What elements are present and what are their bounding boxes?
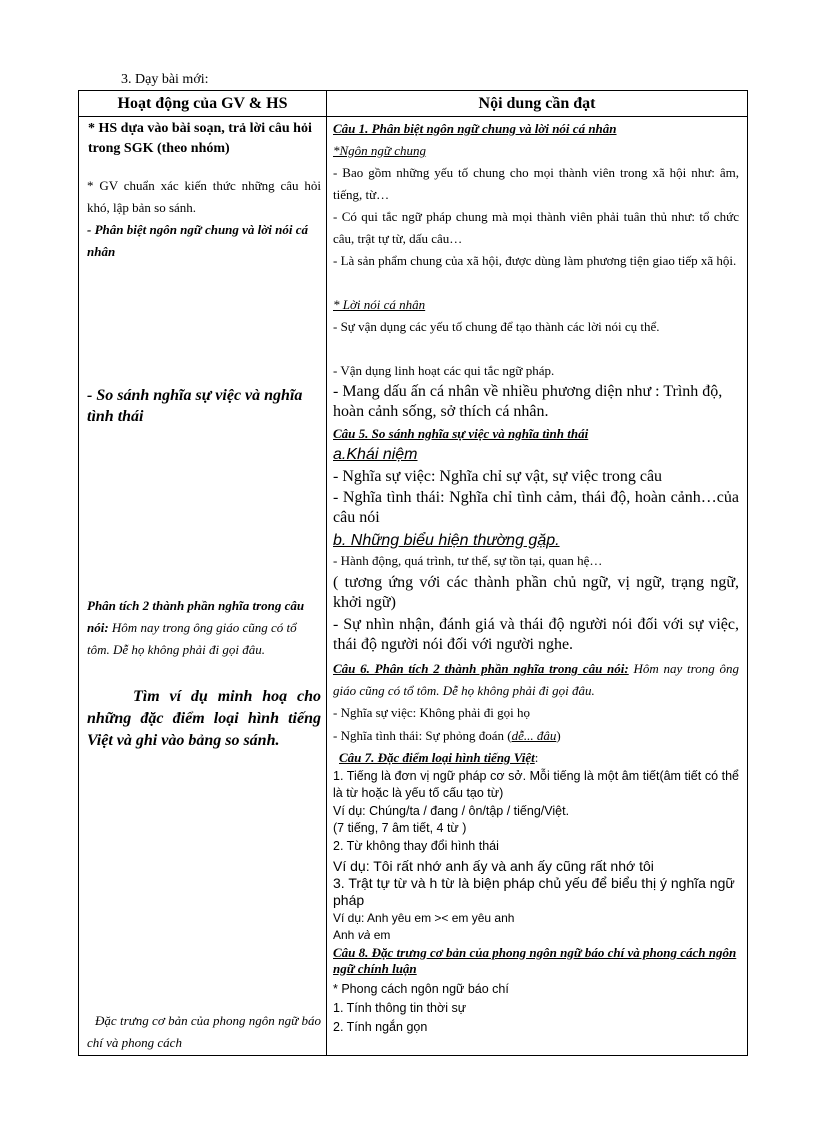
q6-modal-meaning-text: - Nghĩa tình thái: Sự phỏng đoán ( <box>333 728 512 743</box>
press-style-subtitle: * Phong cách ngôn ngữ báo chí <box>333 982 509 996</box>
personal-speech-point-2: - Vận dụng linh hoạt các qui tắc ngữ pháp. <box>333 363 555 378</box>
task-analyze-label: Phân tích 2 thành phần nghĩa trong câu nói: <box>87 598 305 635</box>
vietnamese-feature-2: 2. Từ không thay đổi hình thái <box>333 839 499 853</box>
question-7-colon: : <box>534 750 539 765</box>
task-compare-language-speech: - Phân biệt ngôn ngữ chung và lời nói cá nhân <box>87 222 308 259</box>
section-heading: 3. Dạy bài mới: <box>121 72 209 87</box>
expressions-subtitle: b. Những biểu hiện thường gặp. <box>333 532 560 549</box>
q6-modal-meaning <box>333 725 739 747</box>
example-em: em <box>370 928 391 942</box>
modal-meaning: - Nghĩa tình thái: Nghĩa chỉ tình cảm, thái độ, hoàn cảnh…của câu nói <box>333 489 739 526</box>
question-7-title: Câu 7. Đặc điểm loại hình tiếng Việt <box>339 750 535 765</box>
question-6-block <box>333 658 739 702</box>
task-style-features: Đặc trưng cơ bản của phong ngôn ngữ báo chí và phong cách <box>87 1013 321 1050</box>
table-header-row <box>79 91 748 117</box>
task-find-examples: Tìm ví dụ minh hoạ cho những đặc điểm loại hình tiếng Việt và ghi vào bảng so sánh. <box>87 688 321 749</box>
teacher-instruction: * GV chuẩn xác kiến thức những câu hỏi khó, lập bản so sánh. <box>87 178 321 215</box>
lesson-table <box>78 90 748 1056</box>
vietnamese-feature-3-example: Ví dụ: Anh yêu em >< em yêu anh <box>333 911 515 925</box>
table-body-row <box>79 117 748 1056</box>
common-language-point-3: - Là sản phẩm chung của xã hội, được dùng làm phương tiện giao tiếp xã hội. <box>333 253 737 268</box>
activities-cell <box>79 117 327 1056</box>
question-1-title: Câu 1. Phân biệt ngôn ngữ chung và lời nói cá nhân <box>333 121 617 136</box>
student-instruction: * HS dựa vào bài soạn, trả lời câu hỏi trong SGK (theo nhóm) <box>88 121 312 156</box>
question-6-quote: Hôm nay trong ông giáo cũng có tổ tôm. Dễ họ không phải đi gọi đâu. <box>333 661 739 698</box>
question-8-title: Câu 8. Đặc trưng cơ bản của phong ngôn ngữ báo chí và phong cách ngôn ngữ chính luận <box>333 945 737 976</box>
concept-subtitle: a.Khái niệm <box>333 446 418 463</box>
q6-modal-meaning-close: ) <box>556 728 561 743</box>
personal-speech-point-3: - Mang dấu ấn cá nhân về nhiều phương diện như : Trình độ, hoàn cảnh sống, sở thích cá nhân. <box>333 383 723 420</box>
vietnamese-feature-3: 3. Trật tự từ và h từ là biện pháp chủ yếu để biểu thị ý nghĩa ngữ pháp <box>333 875 735 908</box>
task-analyze-meaning <box>87 595 321 661</box>
expressions-point-1: - Hành động, quá trình, tư thế, sự tồn tại, quan hệ… <box>333 553 603 568</box>
factual-meaning: - Nghĩa sự việc: Nghĩa chỉ sự vật, sự việc trong câu <box>333 468 663 485</box>
question-5-title: Câu 5. So sánh nghĩa sự việc và nghĩa tình thái <box>333 426 589 441</box>
expressions-point-3: - Sự nhìn nhận, đánh giá và thái độ người nói đối với sự việc, thái độ người nói đối với người nghe. <box>333 616 739 653</box>
common-language-point-1: - Bao gồm những yếu tố chung cho mọi thành viên trong xã hội như: âm, tiếng, từ… <box>333 165 739 202</box>
common-language-subtitle: *Ngôn ngữ chung <box>333 143 427 158</box>
vietnamese-feature-1-count: (7 tiếng, 7 âm tiết, 4 từ ) <box>333 821 467 835</box>
task-analyze-quote: Hôm nay trong ông giáo cũng có tổ tôm. Dễ họ không phải đi gọi đâu. <box>87 620 297 657</box>
personal-speech-point-1: - Sự vận dụng các yếu tố chung để tạo thành các lời nói cụ thể. <box>333 319 660 334</box>
vietnamese-feature-1-example: Ví dụ: Chúng/ta / đang / ôn/tập / tiếng/Việt. <box>333 804 570 818</box>
expressions-point-2: ( tương ứng với các thành phần chủ ngữ, vị ngữ, trạng ngữ, khởi ngữ) <box>333 574 739 611</box>
vietnamese-feature-2-example: Ví dụ: Tôi rất nhớ anh ấy và anh ấy cũng rất nhớ tôi <box>333 858 654 874</box>
personal-speech-subtitle: * Lời nói cá nhân <box>333 297 426 312</box>
vietnamese-feature-1: 1. Tiếng là đơn vị ngữ pháp cơ sở. Mỗi tiếng là một âm tiết(âm tiết có thể là từ hoặc là yếu tố cấu tạo từ) <box>333 769 739 800</box>
content-cell <box>327 117 748 1056</box>
column-header-content: Nội dung cần đạt <box>327 91 748 117</box>
task-compare-meaning: - So sánh nghĩa sự việc và nghĩa tình thái <box>87 387 303 425</box>
example-anh: Anh <box>333 928 358 942</box>
vietnamese-feature-3-example-2 <box>333 927 739 943</box>
example-va: và <box>357 928 371 942</box>
question-6-title: Câu 6. Phân tích 2 thành phần nghĩa trong câu nói: <box>333 661 629 676</box>
press-style-point-1: 1. Tính thông tin thời sự <box>333 1001 467 1015</box>
q6-factual-meaning: - Nghĩa sự việc: Không phải đi gọi họ <box>333 705 530 720</box>
question-7-block <box>339 747 739 769</box>
common-language-point-2: - Có qui tắc ngữ pháp chung mà mọi thành viên phải tuân thủ như: tổ chức câu, trật tự từ, dấu câu… <box>333 209 739 246</box>
q6-modal-meaning-example: dễ... đâu <box>511 728 557 743</box>
column-header-activities: Hoạt động của GV & HS <box>79 91 327 117</box>
press-style-point-2: 2. Tính ngắn gọn <box>333 1020 428 1034</box>
